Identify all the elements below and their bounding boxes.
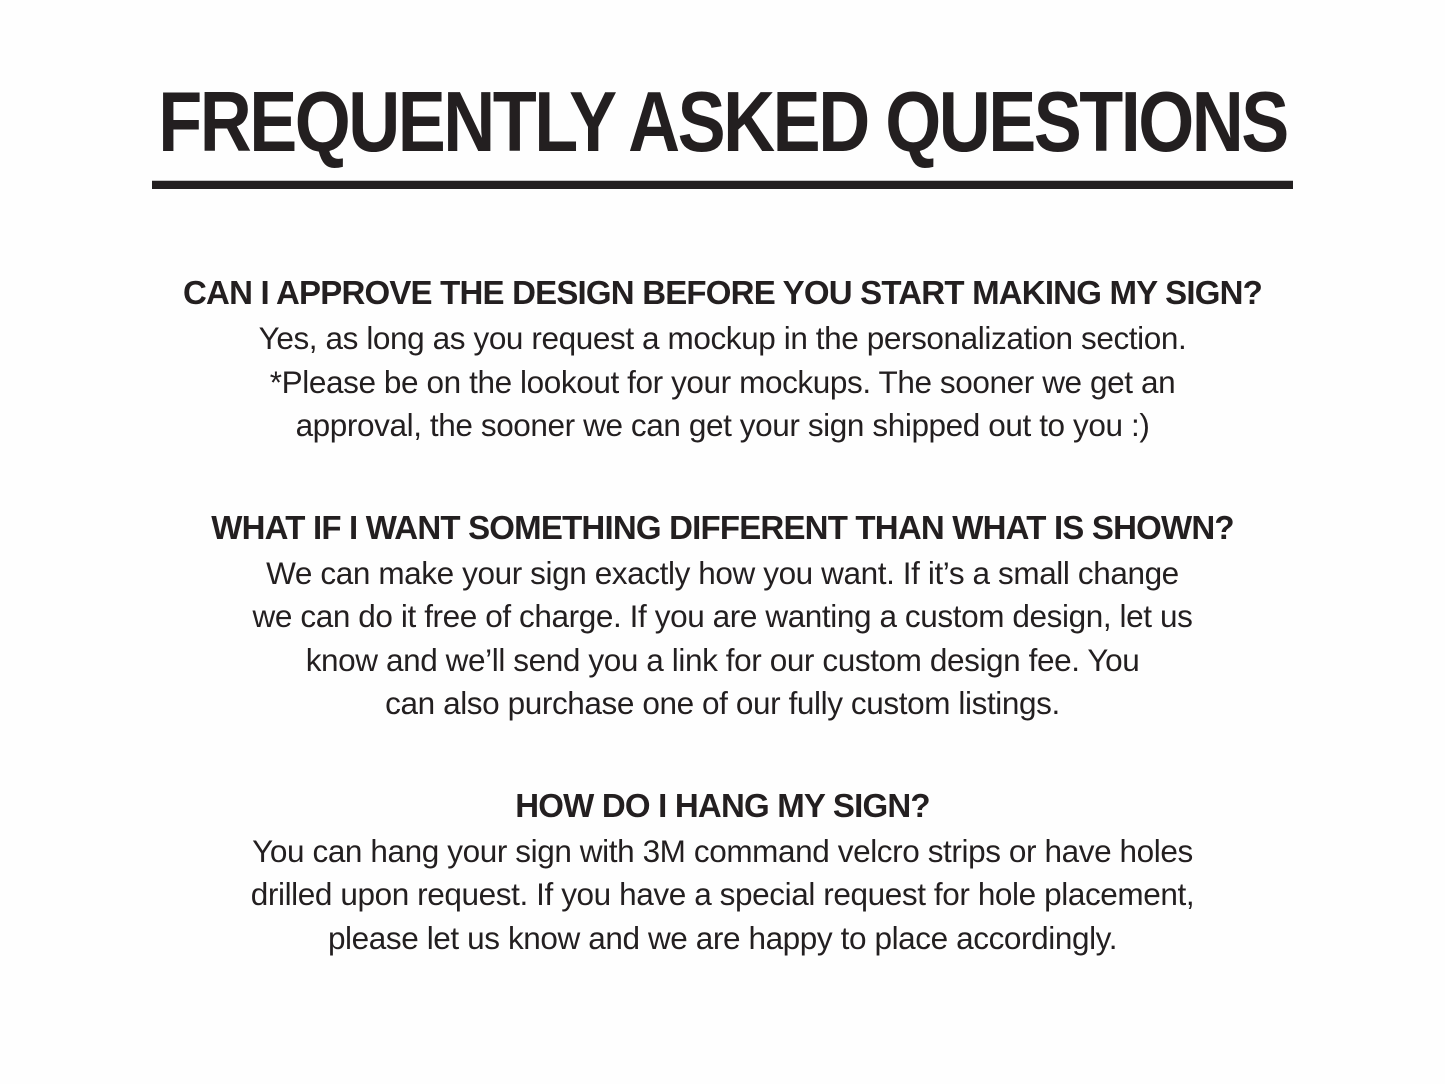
faq-answer [0,552,1445,726]
faq-section [0,506,1445,726]
faq-question: WHAT IF I WANT SOMETHING DIFFERENT THAN WHAT IS SHOWN? [211,508,1234,546]
faq-question: CAN I APPROVE THE DESIGN BEFORE YOU START MAKING MY SIGN? [183,274,1262,311]
answer-line: drilled upon request. If you have a special request for hole placement, [250,876,1195,912]
answer-line: can also purchase one of our fully custom listings. [385,685,1060,721]
answer-line: please let us know and we are happy to place accordingly. [327,919,1118,956]
faq-section [0,271,1445,448]
answer-line: we can do it free of charge. If you are wanting a custom design, let us [252,598,1193,634]
title-wrap [0,75,1445,189]
answer-line: Yes, as long as you request a mockup in the personalization section. [258,320,1187,356]
answer-line: You can hang your sign with 3M command velcro strips or have holes [252,832,1193,869]
answer-line: *Please be on the lookout for your mockups. The sooner we get an [269,363,1176,400]
faq-question: HOW DO I HANG MY SIGN? [515,786,930,824]
page-title: FREQUENTLY ASKED QUESTIONS [152,75,1293,189]
faq-answer [0,317,1445,448]
faq-answer [0,830,1445,961]
faq-list [0,271,1445,960]
answer-line: know and we’ll send you a link for our custom design fee. You [305,641,1140,678]
answer-line: approval, the sooner we can get your sign shipped out to you :) [295,407,1150,443]
faq-section [0,784,1445,961]
answer-line: We can make your sign exactly how you want. If it’s a small change [266,554,1179,591]
